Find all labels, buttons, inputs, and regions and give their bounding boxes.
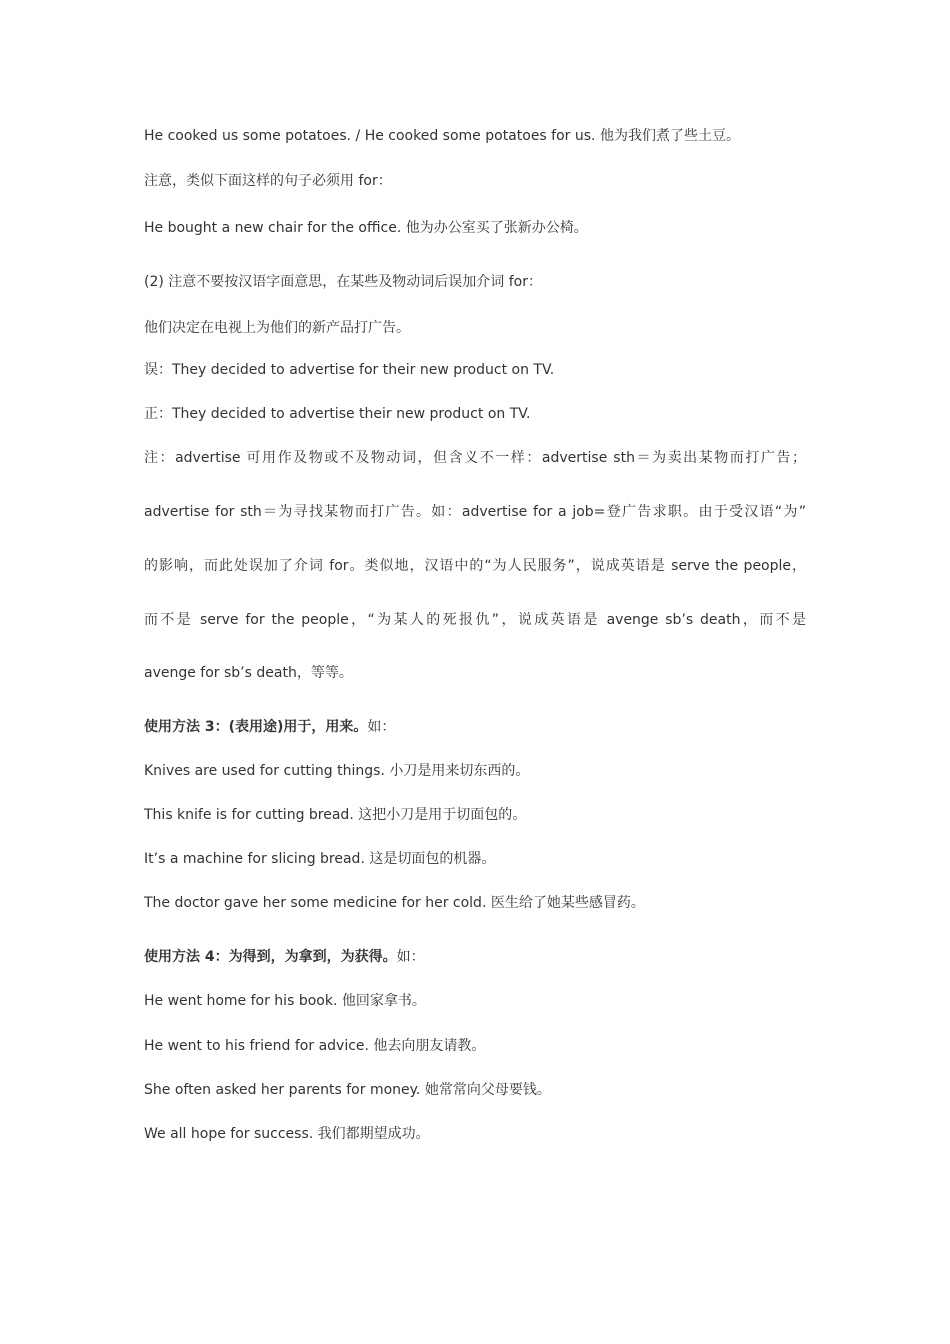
- chinese-sentence: 他们决定在电视上为他们的新产品打广告。: [144, 320, 410, 336]
- usage-heading-4-title: 使用方法 4：为得到，为拿到，为获得。: [144, 949, 397, 965]
- explanation-line: advertise for sth＝为寻找某物而打广告。如：advertise for a job=登广告求职。由于受汉语“为”: [144, 504, 806, 520]
- usage-heading-4: [144, 947, 425, 967]
- explanation-line: 注：advertise 可用作及物或不及物动词，但含义不一样：advertise sth＝为卖出某物而打广告；: [144, 450, 806, 466]
- example-sentence: We all hope for success. 我们都期望成功。: [144, 1126, 430, 1142]
- example-sentence: He went home for his book. 他回家拿书。: [144, 993, 426, 1009]
- example-sentence: She often asked her parents for money. 她常常向父母要钱。: [144, 1082, 551, 1098]
- example-sentence: He bought a new chair for the office. 他为办公室买了张新办公椅。: [144, 220, 588, 236]
- note-text: (2) 注意不要按汉语字面意思，在某些及物动词后误加介词 for：: [144, 274, 542, 290]
- correct-example: 正：They decided to advertise their new product on TV.: [144, 406, 531, 422]
- wrong-example: 误：They decided to advertise for their new product on TV.: [144, 362, 555, 378]
- explanation-line: 而不是 serve for the people，“为某人的死报仇”，说成英语是 avenge sb’s death，而不是: [144, 612, 806, 628]
- explanation-line: avenge for sb’s death，等等。: [144, 665, 353, 681]
- usage-heading-3-tail: 如：: [367, 719, 396, 735]
- usage-heading-4-tail: 如：: [396, 949, 425, 965]
- note-text: 注意，类似下面这样的句子必须用 for：: [144, 173, 392, 189]
- example-sentence: It’s a machine for slicing bread. 这是切面包的机器。: [144, 851, 496, 867]
- example-sentence: Knives are used for cutting things. 小刀是用来切东西的。: [144, 763, 530, 779]
- example-sentence: This knife is for cutting bread. 这把小刀是用于切面包的。: [144, 807, 527, 823]
- example-sentence: He went to his friend for advice. 他去向朋友请教。: [144, 1038, 486, 1054]
- usage-heading-3-title: 使用方法 3：(表用途)用于，用来。: [144, 719, 368, 735]
- example-sentence: The doctor gave her some medicine for her cold. 医生给了她某些感冒药。: [144, 895, 645, 911]
- usage-heading-3: [144, 717, 395, 737]
- example-sentence: He cooked us some potatoes. / He cooked some potatoes for us. 他为我们煮了些土豆。: [144, 128, 740, 144]
- explanation-line: 的影响，而此处误加了介词 for。类似地，汉语中的“为人民服务”，说成英语是 serve the people，: [144, 558, 806, 574]
